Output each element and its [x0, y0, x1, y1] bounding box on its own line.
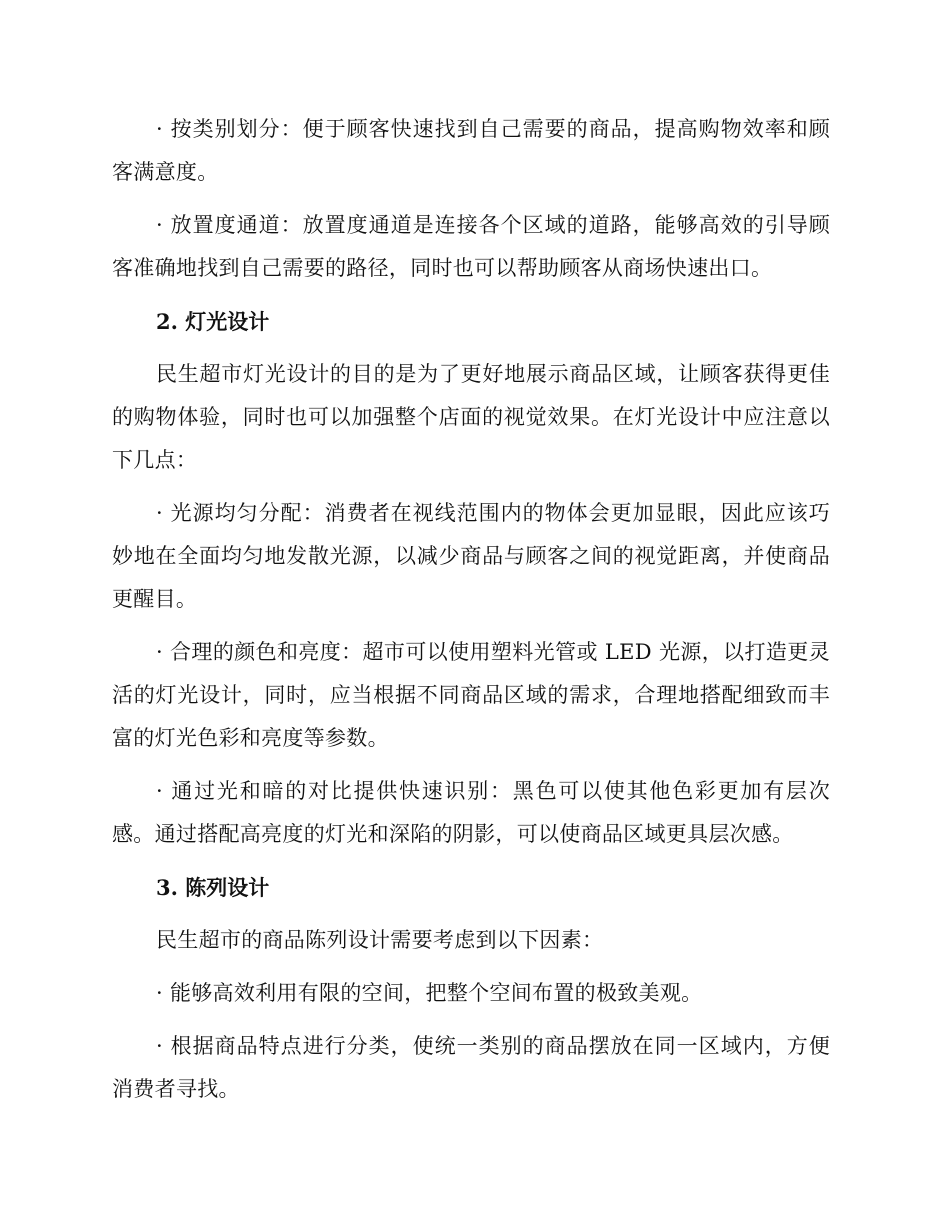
bullet-aisle-placement: · 放置度通道：放置度通道是连接各个区域的道路，能够高效的引导顾客准确地找到自己需要的路径，同时也可以帮助顾客从商场快速出口。	[112, 213, 830, 280]
bullet-space-efficiency: · 能够高效利用有限的空间，把整个空间布置的极致美观。	[156, 981, 703, 1005]
display-intro-paragraph: 民生超市的商品陈列设计需要考虑到以下因素：	[156, 928, 604, 952]
bullet-category-division: · 按类别划分：便于顾客快速找到自己需要的商品，提高购物效率和顾客满意度。	[112, 117, 830, 184]
bullet-light-dark-contrast: · 通过光和暗的对比提供快速识别：黑色可以使其他色彩更加有层次感。通过搭配高亮度的灯光和深陷的阴影，可以使商品区域更具层次感。	[112, 779, 830, 846]
section-heading-lighting: 2. 灯光设计	[156, 309, 270, 334]
section-heading-display: 3. 陈列设计	[156, 875, 270, 900]
bullet-categorize-products: · 根据商品特点进行分类，使统一类别的商品摆放在同一区域内，方便消费者寻找。	[112, 1034, 830, 1101]
document-page	[112, 108, 830, 1121]
bullet-even-light-distribution: · 光源均匀分配：消费者在视线范围内的物体会更加显眼，因此应该巧妙地在全面均匀地发散光源，以减少商品与顾客之间的视觉距离，并使商品更醒目。	[112, 501, 830, 611]
bullet-color-and-brightness: · 合理的颜色和亮度：超市可以使用塑料光管或 LED 光源，以打造更灵活的灯光设计，同时，应当根据不同商品区域的需求，合理地搭配细致而丰富的灯光色彩和亮度等参数。	[112, 640, 830, 750]
lighting-intro-paragraph: 民生超市灯光设计的目的是为了更好地展示商品区域，让顾客获得更佳的购物体验，同时也可以加强整个店面的视觉效果。在灯光设计中应注意以下几点：	[112, 362, 830, 472]
